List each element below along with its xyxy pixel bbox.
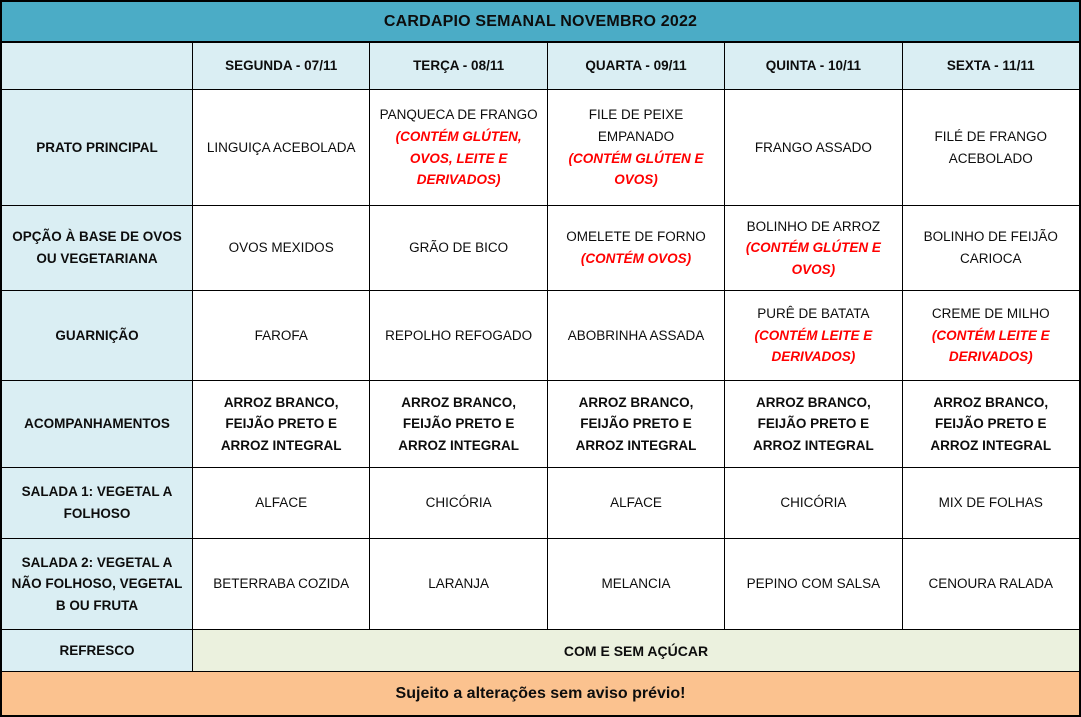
menu-cell: [192, 381, 369, 467]
menu-cell: [369, 206, 546, 290]
dish-name: FILE DE PEIXE EMPANADO: [588, 107, 684, 144]
day-header-terca: TERÇA - 08/11: [369, 43, 546, 89]
dish-name: MIX DE FOLHAS: [938, 495, 1043, 511]
row-label: SALADA 2: VEGETAL A NÃO FOLHOSO, VEGETAL B OU FRUTA: [2, 539, 192, 629]
allergen-note: (CONTÉM LEITE E DERIVADOS): [931, 327, 1050, 365]
dish-name: ALFACE: [255, 495, 308, 511]
menu-row-prato-principal: [2, 90, 1079, 206]
row-label: PRATO PRINCIPAL: [2, 90, 192, 205]
day-header-row: [2, 43, 1079, 90]
menu-cell: [192, 291, 369, 380]
dish-name: FILÉ DE FRANGO ACEBOLADO: [934, 128, 1048, 166]
menu-cell: [369, 468, 546, 538]
dish-name: REPOLHO REFOGADO: [385, 327, 533, 343]
dish-name: ARROZ BRANCO, FEIJÃO PRETO E ARROZ INTEGRAL: [220, 394, 342, 453]
dish-name: LARANJA: [428, 576, 489, 592]
menu-cell: [547, 381, 724, 467]
menu-row-guarnicao: [2, 291, 1079, 381]
menu-cell: [724, 206, 901, 290]
dish-name: ARROZ BRANCO, FEIJÃO PRETO E ARROZ INTEGRAL: [398, 394, 519, 453]
row-label: OPÇÃO À BASE DE OVOS OU VEGETARIANA: [2, 206, 192, 290]
allergen-note: (CONTÉM LEITE E DERIVADOS): [754, 327, 873, 365]
dish-name: ARROZ BRANCO, FEIJÃO PRETO E ARROZ INTEGRAL: [753, 394, 874, 453]
dish-name: FAROFA: [254, 327, 308, 343]
menu-cell: [547, 468, 724, 538]
day-header-segunda: SEGUNDA - 07/11: [192, 43, 369, 89]
refresco-value-cell: COM E SEM AÇÚCAR: [192, 630, 1079, 671]
menu-row-salada-2: [2, 539, 1079, 630]
menu-cell: [724, 90, 901, 205]
dish-name: ALFACE: [610, 495, 662, 511]
dish-name: FRANGO ASSADO: [754, 139, 872, 155]
menu-cell: [724, 291, 901, 380]
day-header-quarta: QUARTA - 09/11: [547, 43, 724, 89]
menu-cell: [547, 539, 724, 629]
menu-cell: [547, 90, 724, 205]
menu-cell: [902, 90, 1079, 205]
dish-name: BETERRABA COZIDA: [213, 576, 350, 592]
row-label: SALADA 1: VEGETAL A FOLHOSO: [2, 468, 192, 538]
menu-cell: [369, 539, 546, 629]
dish-name: CREME DE MILHO: [931, 306, 1050, 322]
menu-cell: [902, 381, 1079, 467]
menu-cell: [547, 206, 724, 290]
dish-name: CHICÓRIA: [780, 495, 847, 511]
header-corner-cell: [2, 43, 192, 89]
menu-cell: [369, 291, 546, 380]
dish-name: GRÃO DE BICO: [409, 240, 509, 256]
menu-cell: [547, 291, 724, 380]
dish-name: LINGUIÇA ACEBOLADA: [206, 139, 356, 155]
dish-name: BOLINHO DE FEIJÃO CARIOCA: [923, 229, 1058, 266]
dish-name: ARROZ BRANCO, FEIJÃO PRETO E ARROZ INTEGRAL: [930, 394, 1052, 453]
allergen-note: (CONTÉM GLÚTEN E OVOS): [745, 240, 881, 277]
menu-row-opcao-ovos-vegetariana: [2, 206, 1079, 291]
menu-row-salada-1: [2, 468, 1079, 539]
dish-name: CHICÓRIA: [425, 495, 492, 511]
allergen-note: (CONTÉM GLÚTEN E OVOS): [568, 150, 704, 188]
menu-cell: [724, 381, 901, 467]
dish-name: PURÊ DE BATATA: [757, 306, 870, 322]
menu-cell: [192, 539, 369, 629]
page-title: CARDAPIO SEMANAL NOVEMBRO 2022: [2, 2, 1079, 43]
dish-name: ARROZ BRANCO, FEIJÃO PRETO E ARROZ INTEGRAL: [575, 394, 697, 453]
dish-name: CENOURA RALADA: [928, 576, 1054, 592]
menu-cell: [902, 468, 1079, 538]
menu-row-acompanhamentos: [2, 381, 1079, 468]
row-label: ACOMPANHAMENTOS: [2, 381, 192, 467]
dish-name: BOLINHO DE ARROZ: [746, 218, 881, 234]
menu-cell: [369, 381, 546, 467]
row-label: REFRESCO: [2, 630, 192, 671]
allergen-note: (CONTÉM OVOS): [580, 251, 692, 266]
dish-name: OVOS MEXIDOS: [228, 240, 334, 256]
dish-name: PANQUECA DE FRANGO: [379, 107, 538, 123]
menu-cell: [192, 468, 369, 538]
menu-cell: [724, 468, 901, 538]
day-header-quinta: QUINTA - 10/11: [724, 43, 901, 89]
day-header-sexta: SEXTA - 11/11: [902, 43, 1079, 89]
menu-row-refresco: [2, 630, 1079, 672]
dish-name: ABOBRINHA ASSADA: [567, 327, 705, 343]
menu-cell: [902, 539, 1079, 629]
dish-name: MELANCIA: [601, 576, 671, 592]
menu-cell: [724, 539, 901, 629]
menu-cell: [369, 90, 546, 205]
menu-cell: [902, 206, 1079, 290]
menu-cell: [192, 206, 369, 290]
dish-name: OMELETE DE FORNO: [566, 229, 706, 245]
disclaimer-banner: Sujeito a alterações sem aviso prévio!: [2, 672, 1079, 715]
menu-cell: [902, 291, 1079, 380]
dish-name: PEPINO COM SALSA: [746, 576, 881, 592]
allergen-note: (CONTÉM GLÚTEN, OVOS, LEITE E DERIVADOS): [395, 128, 522, 188]
menu-cell: [192, 90, 369, 205]
row-label: GUARNIÇÃO: [2, 291, 192, 380]
